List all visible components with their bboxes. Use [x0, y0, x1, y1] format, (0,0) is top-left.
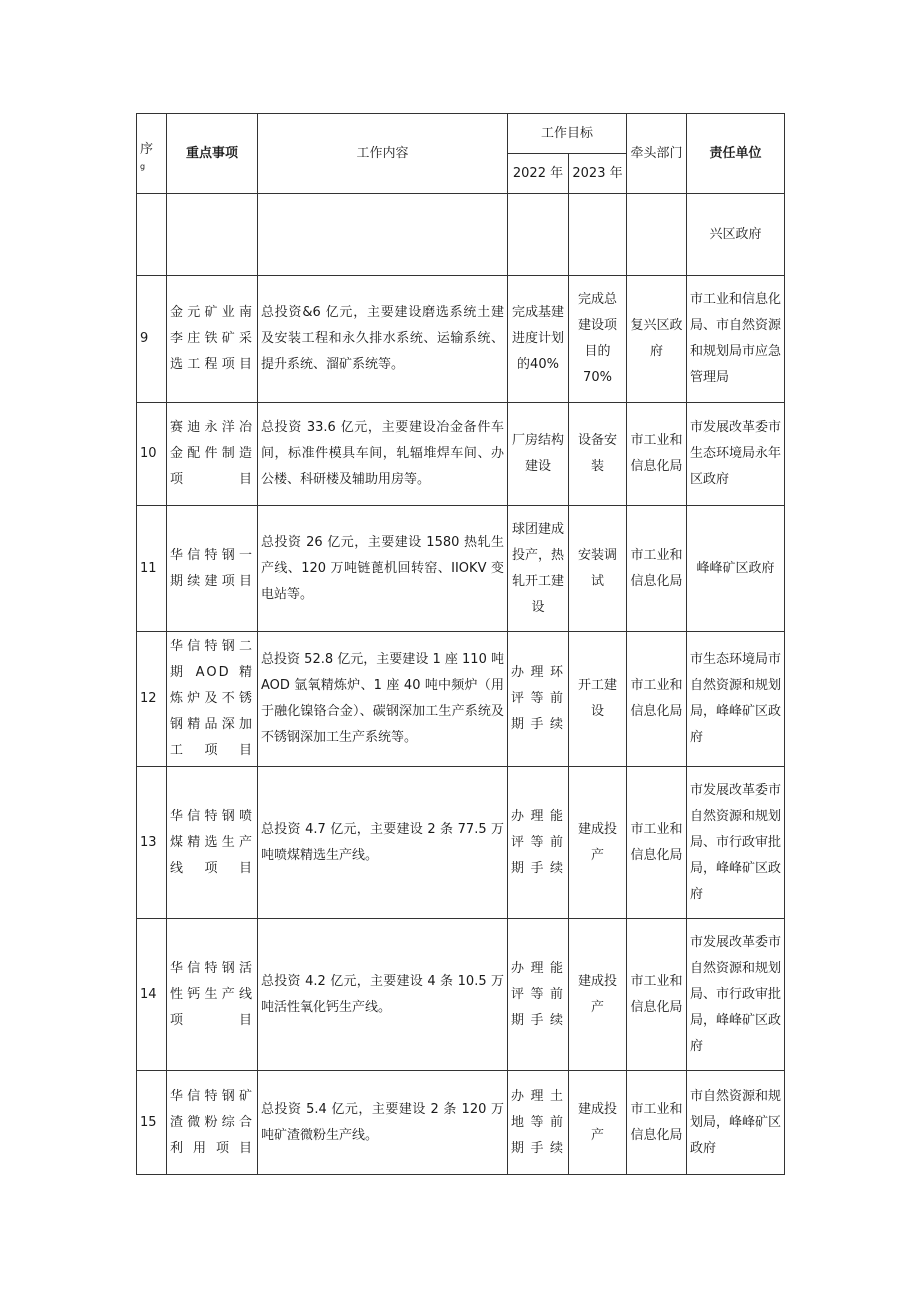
row-lead: 市工业和信息化局 [627, 632, 687, 767]
row-target-2023: 建成投产 [569, 1071, 627, 1175]
row-target-2023 [569, 194, 627, 276]
row-target-2023: 完成总建设项目的70% [569, 276, 627, 403]
table-row [137, 506, 785, 632]
row-item: 金元矿业南李庄铁矿采选工程项目 [167, 276, 258, 403]
row-lead: 市工业和信息化局 [627, 403, 687, 506]
row-no: 12 [137, 632, 167, 767]
header-seq: 序 g [137, 114, 167, 194]
row-target-2022 [508, 194, 569, 276]
row-no: 11 [137, 506, 167, 632]
row-content: 总投资 33.6 亿元，主要建设冶金备件车间，标准件模具车间，轧辐堆焊车间、办公楼、科研楼及辅助用房等。 [258, 403, 508, 506]
header-work-content: 工作内容 [258, 114, 508, 194]
header-year-2022: 2022 年 [508, 154, 569, 194]
row-resp: 兴区政府 [687, 194, 785, 276]
row-resp: 市发展改革委市自然资源和规划局、市行政审批局，峰峰矿区政府 [687, 919, 785, 1071]
row-lead: 市工业和信息化局 [627, 767, 687, 919]
row-item: 华信特钢二期 AOD 精炼炉及不锈钢精品深加工项目 [167, 632, 258, 767]
row-target-2022: 办理环评等前期手续 [508, 632, 569, 767]
row-target-2022: 办理能评等前期手续 [508, 919, 569, 1071]
row-lead: 市工业和信息化局 [627, 1071, 687, 1175]
row-lead: 市工业和信息化局 [627, 919, 687, 1071]
header-lead-dept: 牵头部门 [627, 114, 687, 194]
row-content: 总投资 4.2 亿元，主要建设 4 条 10.5 万吨活性氧化钙生产线。 [258, 919, 508, 1071]
row-no: 10 [137, 403, 167, 506]
row-target-2023: 建成投产 [569, 767, 627, 919]
row-no: 14 [137, 919, 167, 1071]
row-content: 总投资 26 亿元，主要建设 1580 热轧生产线、120 万吨链蓖机回转窑、IIOKV 变电站等。 [258, 506, 508, 632]
project-table [136, 113, 785, 1175]
row-resp: 市生态环境局市自然资源和规划局，峰峰矿区政府 [687, 632, 785, 767]
table-row [137, 1071, 785, 1175]
row-no: 13 [137, 767, 167, 919]
row-no: 9 [137, 276, 167, 403]
table-row [137, 919, 785, 1071]
row-item: 华信特钢一期续建项目 [167, 506, 258, 632]
row-item: 赛迪永洋冶金配件制造项目 [167, 403, 258, 506]
row-resp: 市发展改革委市自然资源和规划局、市行政审批局，峰峰矿区政府 [687, 767, 785, 919]
row-target-2022: 球团建成投产，热轧开工建设 [508, 506, 569, 632]
row-resp: 市自然资源和规划局，峰峰矿区政府 [687, 1071, 785, 1175]
row-content: 总投资 4.7 亿元，主要建设 2 条 77.5 万吨喷煤精选生产线。 [258, 767, 508, 919]
header-resp-unit: 责任单位 [687, 114, 785, 194]
row-content: 总投资 5.4 亿元，主要建设 2 条 120 万吨矿渣微粉生产线。 [258, 1071, 508, 1175]
row-target-2023: 安装调试 [569, 506, 627, 632]
row-resp: 峰峰矿区政府 [687, 506, 785, 632]
table-row [137, 194, 785, 276]
row-target-2022: 办理土地等前期手续 [508, 1071, 569, 1175]
row-target-2022: 厂房结构建设 [508, 403, 569, 506]
row-item: 华信特钢矿渣微粉综合利用项目 [167, 1071, 258, 1175]
row-target-2023: 建成投产 [569, 919, 627, 1071]
row-item [167, 194, 258, 276]
row-content: 总投资 52.8 亿元，主要建设 1 座 110 吨 AOD 氩氧精炼炉、1 座 40 吨中频炉（用于融化镍铬合金）、碳钢深加工生产系统及不锈钢深加工生产系统等。 [258, 632, 508, 767]
row-item: 华信特钢喷煤精选生产线项目 [167, 767, 258, 919]
row-target-2023: 设备安装 [569, 403, 627, 506]
header-key-item: 重点事项 [167, 114, 258, 194]
row-lead: 市工业和信息化局 [627, 506, 687, 632]
row-target-2022: 办理能评等前期手续 [508, 767, 569, 919]
row-resp: 市发展改革委市生态环境局永年区政府 [687, 403, 785, 506]
header-work-target: 工作目标 [508, 114, 627, 154]
table-row [137, 767, 785, 919]
row-target-2023: 开工建设 [569, 632, 627, 767]
header-year-2023: 2023 年 [569, 154, 627, 194]
row-lead [627, 194, 687, 276]
row-content: 总投资&6 亿元，主要建设磨选系统土建及安装工程和永久排水系统、运输系统、提升系统、溜矿系统等。 [258, 276, 508, 403]
row-item: 华信特钢活性钙生产线项目 [167, 919, 258, 1071]
row-no: 15 [137, 1071, 167, 1175]
row-content [258, 194, 508, 276]
row-resp: 市工业和信息化局、市自然资源和规划局市应急管理局 [687, 276, 785, 403]
table-row [137, 403, 785, 506]
row-lead: 复兴区政府 [627, 276, 687, 403]
table-row [137, 632, 785, 767]
row-target-2022: 完成基建进度计划的40% [508, 276, 569, 403]
row-no [137, 194, 167, 276]
table-row [137, 276, 785, 403]
